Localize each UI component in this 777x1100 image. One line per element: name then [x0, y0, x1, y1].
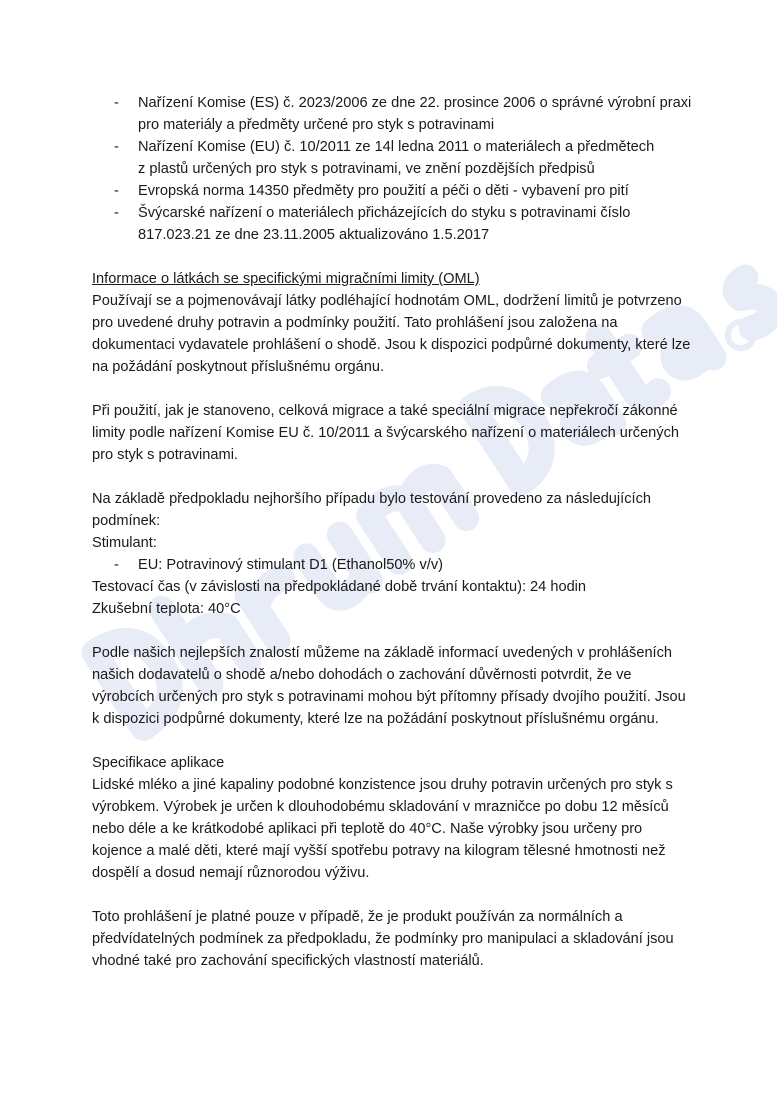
bullet-dash: -	[114, 205, 119, 221]
test-temperature: Zkušební teplota: 40°C	[92, 601, 241, 617]
list-item-line: z plastů určených pro styk s potravinami, ve znění pozdějších předpisů	[138, 161, 595, 177]
paragraph-line: dospělí a dosud nemají různorodou výživu.	[92, 865, 370, 881]
testing-section	[92, 488, 692, 620]
bullet-dash: -	[114, 183, 119, 199]
test-time: Testovací čas (v závislosti na předpokládané době trvání kontaktu): 24 hodin	[92, 579, 587, 595]
bullet-dash: -	[114, 139, 119, 155]
oml-section	[92, 268, 692, 378]
list-item-line: Nařízení Komise (EU) č. 10/2011 ze 14l ledna 2011 o materiálech a předmětech	[138, 139, 655, 155]
paragraph-line: na požádání poskytnout příslušnému orgánu.	[92, 359, 385, 375]
list-item-line: Švýcarské nařízení o materiálech přicházejících do styku s potravinami číslo	[138, 205, 631, 221]
paragraph-line: pro uvedené druhy potravin a podmínky použití. Tato prohlášení jsou založena na	[92, 315, 618, 331]
dual-use-paragraph	[92, 642, 692, 730]
list-item	[92, 202, 692, 246]
paragraph-line: pro styk s potravinami.	[92, 447, 238, 463]
paragraph-line: Na základě předpokladu nejhoršího případu bylo testování provedeno za následujících	[92, 491, 651, 507]
oml-heading: Informace o látkách se specifickými migračními limity (OML)	[92, 271, 480, 287]
regulations-list	[92, 92, 692, 246]
migration-paragraph	[92, 400, 692, 466]
paragraph-line: Při použití, jak je stanoveno, celková migrace a také speciální migrace nepřekročí zákonné	[92, 403, 678, 419]
list-item	[92, 136, 692, 180]
paragraph-line: kojence a malé děti, které mají vyšší spotřebu potravy na kilogram tělesné hmotnosti než	[92, 843, 666, 859]
paragraph-line: výrobkem. Výrobek je určen k dlouhodobému skladování v mrazničce po dobu 12 měsíců	[92, 799, 669, 815]
list-item-line: pro materiály a předměty určené pro styk s potravinami	[138, 117, 495, 133]
paragraph-line: nebo déle a ke krátkodobé aplikaci při teplotě do 40°C. Naše výrobky jsou určeny pro	[92, 821, 643, 837]
application-heading: Specifikace aplikace	[92, 755, 225, 771]
list-item	[92, 554, 692, 576]
list-item-line: Evropská norma 14350 předměty pro použití a péči o děti - vybavení pro pití	[138, 183, 629, 199]
list-item	[92, 92, 692, 136]
paragraph-line: našich dodavatelů o shodě a/nebo dohodách o zachování důvěrnosti potvrdit, že ve	[92, 667, 632, 683]
list-item	[92, 180, 692, 202]
list-item-line: Nařízení Komise (ES) č. 2023/2006 ze dne 22. prosince 2006 o správné výrobní praxi	[138, 95, 692, 111]
paragraph-line: podmínek:	[92, 513, 161, 529]
paragraph-line: Lidské mléko a jiné kapaliny podobné konzistence jsou druhy potravin určených pro styk s	[92, 777, 673, 793]
paragraph-line: výrobcích určených pro styk s potravinami mohou být přítomny přísady dvojího použití. Jsou	[92, 689, 686, 705]
bullet-dash: -	[114, 95, 119, 111]
stimulant-label: Stimulant:	[92, 535, 157, 551]
stimulant-item: EU: Potravinový stimulant D1 (Ethanol50% v/v)	[138, 557, 443, 573]
paragraph-line: dokumentaci vydavatele prohlášení o shodě. Jsou k dispozici podpůrné dokumenty, které lze	[92, 337, 691, 353]
list-item-line: 817.023.21 ze dne 23.11.2005 aktualizováno 1.5.2017	[138, 227, 490, 243]
application-section	[92, 752, 692, 884]
paragraph-line: k dispozici podpůrné dokumenty, které lze na požádání poskytnout příslušnému orgánu.	[92, 711, 659, 727]
paragraph-line: Toto prohlášení je platné pouze v případě, že je produkt používán za normálních a	[92, 909, 623, 925]
paragraph-line: Podle našich nejlepších znalostí můžeme na základě informací uvedených v prohlášeních	[92, 645, 673, 661]
paragraph-line: předvídatelných podmínek za předpokladu, že podmínky pro manipulaci a skladování jsou	[92, 931, 674, 947]
paragraph-line: vhodné také pro zachování specifických vlastností materiálů.	[92, 953, 484, 969]
bullet-dash: -	[114, 557, 119, 573]
paragraph-line: limity podle nařízení Komise EU č. 10/2011 a švýcarského nařízení o materiálech určených	[92, 425, 680, 441]
document-body	[92, 92, 692, 972]
paragraph-line: Používají se a pojmenovávají látky podléhající hodnotám OML, dodržení limitů je potvrzeno	[92, 293, 682, 309]
validity-paragraph	[92, 906, 692, 972]
